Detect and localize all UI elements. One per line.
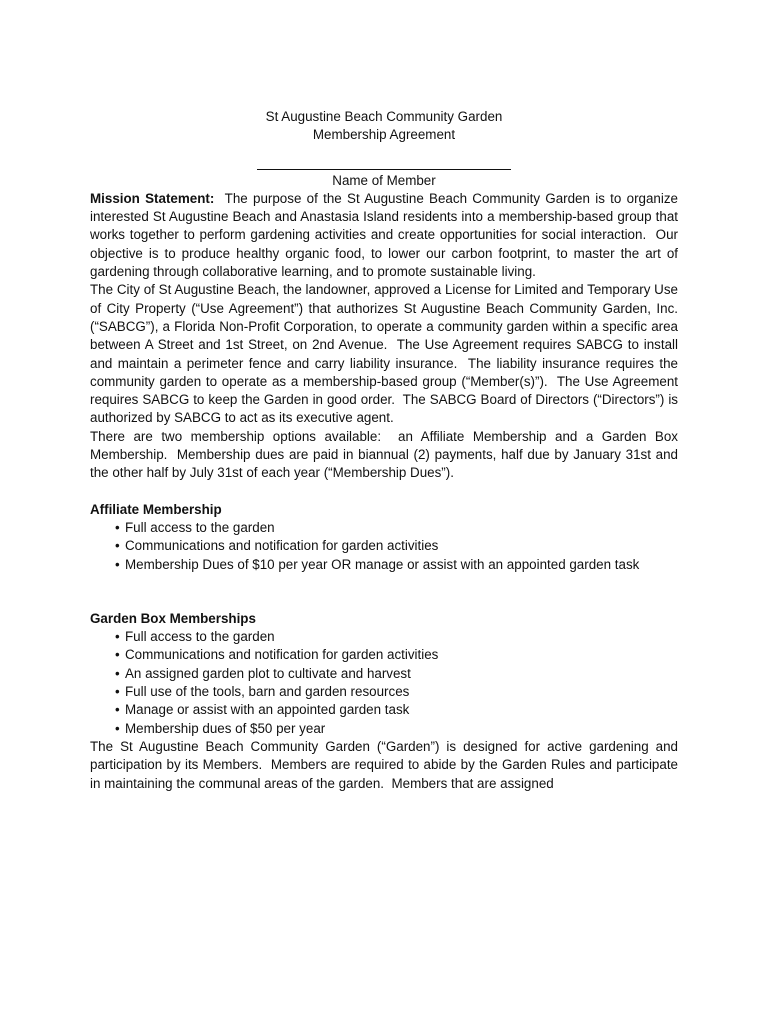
document-header [90, 108, 678, 145]
list-item-text: Membership Dues of $10 per year OR manage or assist with an appointed garden task [125, 556, 640, 572]
member-name-block [90, 169, 678, 190]
mission-statement [90, 190, 682, 281]
garden-box-membership-section [90, 610, 678, 738]
bullet-icon: • [115, 647, 120, 663]
member-name-label: Name of Member [332, 172, 436, 188]
garden-box-membership-list [90, 628, 678, 738]
affiliate-membership-list [90, 519, 678, 574]
list-item-text: Manage or assist with an appointed garden task [125, 702, 410, 718]
list-item-text: Full access to the garden [125, 519, 275, 535]
document-subtitle: Membership Agreement [312, 127, 456, 143]
list-item [115, 665, 678, 683]
list-item [115, 701, 678, 719]
bullet-icon: • [115, 684, 120, 700]
list-item [115, 519, 678, 537]
garden-description-paragraph: The St Augustine Beach Community Garden (“Garden”) is designed for active gardening and participation by its Members. Members are required to abide by the Garden Rules and participate in maintaining the communal areas of the garden. Members that are assigned [90, 738, 682, 791]
bullet-icon: • [115, 629, 120, 645]
list-item [115, 683, 678, 701]
membership-options-paragraph: There are two membership options available: an Affiliate Membership and a Garden Box Membership. Membership dues are paid in biannual (2) payments, half due by January 31st and the other half by July 31st of each year (“Membership Dues”). [90, 428, 682, 481]
list-item [115, 720, 678, 738]
list-item-text: An assigned garden plot to cultivate and harvest [125, 665, 411, 681]
member-name-signature-line [257, 169, 511, 170]
garden-box-membership-heading: Garden Box Memberships [90, 610, 256, 626]
bullet-icon: • [115, 556, 120, 572]
list-item-text: Communications and notification for garden activities [125, 647, 439, 663]
list-item [115, 628, 678, 646]
bullet-icon: • [115, 538, 120, 554]
affiliate-membership-section [90, 501, 678, 574]
bullet-icon: • [115, 665, 120, 681]
document-body [90, 108, 682, 793]
bullet-icon: • [115, 720, 120, 736]
list-item-text: Full access to the garden [125, 629, 275, 645]
bullet-icon: • [115, 519, 120, 535]
list-item-text: Communications and notification for garden activities [125, 538, 439, 554]
list-item [115, 646, 678, 664]
list-item [115, 537, 678, 555]
list-item [115, 556, 678, 574]
affiliate-membership-heading: Affiliate Membership [90, 501, 222, 517]
document-title: St Augustine Beach Community Garden [265, 109, 503, 124]
list-item-text: Full use of the tools, barn and garden resources [125, 684, 410, 700]
bullet-icon: • [115, 702, 120, 718]
use-agreement-paragraph: The City of St Augustine Beach, the landowner, approved a License for Limited and Temporary Use of City Property (“Use Agreement”) that authorizes St Augustine Beach Community Garden, Inc. (“SABCG”), a Florida Non-Profit Corporation, to operate a community garden within a specific area between A Street and 1st Street, on 2nd Avenue. The Use Agreement requires SABCG to install and maintain a perimeter fence and carry liability insurance. The liability insurance requires the community garden to operate as a membership-based group (“Member(s)”). The Use Agreement requires SABCG to keep the Garden in good order. The SABCG Board of Directors (“Directors”) is authorized by SABCG to act as its executive agent. [90, 282, 682, 426]
list-item-text: Membership dues of $50 per year [125, 720, 326, 736]
mission-statement-label: Mission Statement: [90, 190, 215, 206]
mission-statement-text: The purpose of the St Augustine Beach Community Garden is to organize interested St Augustine Beach and Anastasia Island residents into a membership-based group that works together to perform gardening activities and create opportunities for social interaction. Our objective is to produce healthy organic food, to lower our carbon footprint, to master the art of gardening through collaborative learning, and to promote sustainable living. [90, 190, 682, 280]
